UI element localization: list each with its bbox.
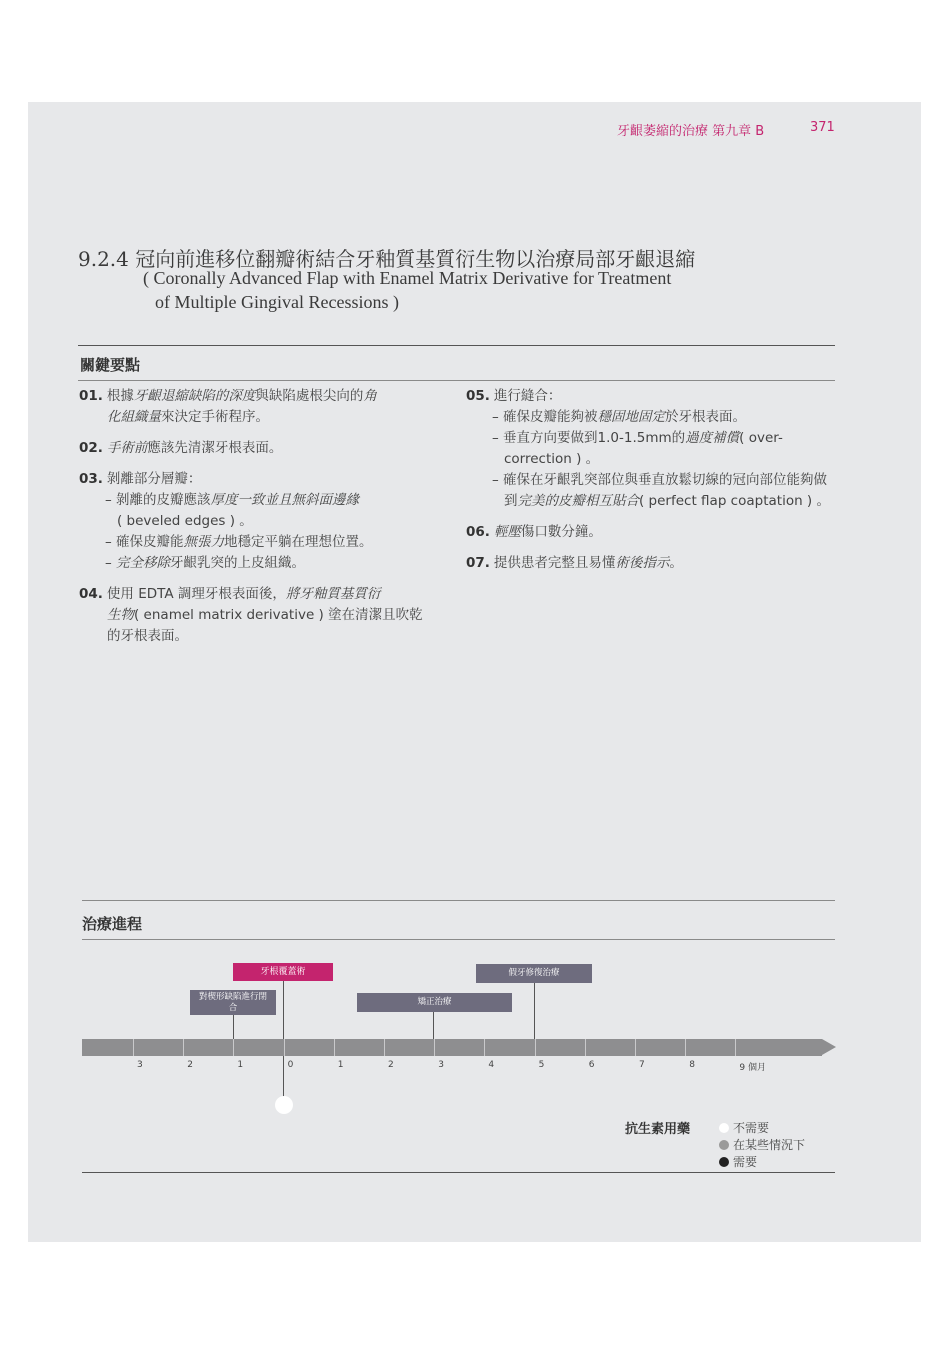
bar-wedge-defect-closure: 對楔形缺陷進行閉合 xyxy=(190,990,276,1015)
timeline-tick-label: 1 xyxy=(337,1060,344,1070)
divider xyxy=(82,900,835,901)
key-point-05: 05. 進行縫合： – 確保皮瓣能夠被穩固地固定於牙根表面。 – 垂直方向要做到1.0-1.5mm的過度補償( over-correction ) 。 – 確保在牙齦乳突部位與垂直放鬆切線的冠向部位能夠做到完美的皮瓣相互貼合( perfect flap coaptation ) 。 xyxy=(466,388,830,509)
section-title-chinese: 9.2.4 冠向前進移位翻瓣術結合牙釉質基質衍生物以治療局部牙齦退縮 xyxy=(78,247,696,271)
section-title-english-line1: ( Coronally Advanced Flap with Enamel Matrix Derivative for Treatment xyxy=(143,268,672,288)
timeline-tick-label: 5 xyxy=(538,1060,545,1070)
timeline-tick xyxy=(434,1039,435,1056)
timeline-axis xyxy=(82,1039,822,1056)
timeline-tick-label: 6 xyxy=(588,1060,595,1070)
timeline-arrow-head xyxy=(822,1039,836,1055)
key-point-04: 04. 使用 EDTA 調理牙根表面後，將牙釉質基質衍 生物( enamel matrix derivative ) 塗在清潔且吹乾 的牙根表面。 xyxy=(79,586,423,644)
legend-sometimes: 在某些情況下 xyxy=(719,1136,805,1153)
bar-prosthetic-treatment: 假牙修復治療 xyxy=(476,964,592,983)
key-points-right-column xyxy=(466,386,836,584)
timeline-tick-label: 1 xyxy=(237,1060,244,1070)
legend-not-needed: 不需要 xyxy=(719,1119,769,1136)
divider xyxy=(82,1172,835,1173)
timeline-tick-label: 9 個月 xyxy=(739,1063,766,1073)
antibiotics-heading: 抗生素用藥 xyxy=(625,1122,691,1137)
page-number: 371 xyxy=(810,120,835,135)
legend-dot-white xyxy=(719,1123,729,1133)
key-points-left-column xyxy=(79,386,449,657)
legend-dot-black xyxy=(719,1157,729,1167)
section-title-english-line2: of Multiple Gingival Recessions ) xyxy=(155,292,399,312)
timeline-tick-label: 3 xyxy=(438,1060,444,1070)
key-point-03: 03. 剝離部分層瓣： – 剝離的皮瓣應該厚度一致並且無斜面邊緣 ( beveled edges ) 。 – 確保皮瓣能無張力地穩定平躺在理想位置。 – 完全移除牙齦乳突的上皮組織。 xyxy=(79,471,373,571)
timeline-heading: 治療進程 xyxy=(82,915,143,933)
timeline-tick xyxy=(585,1039,586,1056)
key-point-02: 02. 手術前應該先清潔牙根表面。 xyxy=(79,440,283,456)
legend-needed: 需要 xyxy=(719,1153,757,1170)
timeline-tick-label: 4 xyxy=(488,1060,495,1070)
legend-dot-gray xyxy=(719,1140,729,1150)
bar-orthodontic-treatment: 矯正治療 xyxy=(357,993,512,1012)
divider xyxy=(78,380,835,381)
antibiotic-indicator-dot xyxy=(275,1096,293,1114)
key-point-01: 01. 根據牙齦退縮缺陷的深度與缺陷處根尖向的角 化組織量來決定手術程序。 xyxy=(79,388,377,425)
timeline-tick-label: 7 xyxy=(639,1060,645,1070)
timeline-tick xyxy=(685,1039,686,1056)
timeline-tick xyxy=(384,1039,385,1056)
divider xyxy=(82,939,835,940)
divider xyxy=(78,345,835,346)
timeline-tick-label: 3 xyxy=(137,1060,143,1070)
timeline-tick xyxy=(735,1039,736,1056)
timeline-tick xyxy=(535,1039,536,1056)
timeline-tick-label: 2 xyxy=(187,1060,193,1070)
timeline-tick xyxy=(183,1039,184,1056)
timeline-tick-label: 0 xyxy=(287,1060,294,1070)
timeline-tick xyxy=(484,1039,485,1056)
timeline-tick xyxy=(334,1039,335,1056)
bar-root-coverage-surgery: 牙根覆蓋術 xyxy=(233,963,333,981)
key-point-06: 06. 輕壓傷口數分鐘。 xyxy=(466,524,602,540)
timeline-tick xyxy=(233,1039,234,1056)
running-header: 牙齦萎縮的治療 第九章 B xyxy=(617,124,765,139)
timeline-tick xyxy=(284,1039,285,1056)
timeline-tick xyxy=(133,1039,134,1056)
timeline-tick-label: 8 xyxy=(689,1060,695,1070)
key-points-heading: 關鍵要點 xyxy=(80,356,141,374)
key-point-07: 07. 提供患者完整且易懂術後指示。 xyxy=(466,555,683,571)
timeline-tick-label: 2 xyxy=(388,1060,394,1070)
timeline-tick xyxy=(635,1039,636,1056)
